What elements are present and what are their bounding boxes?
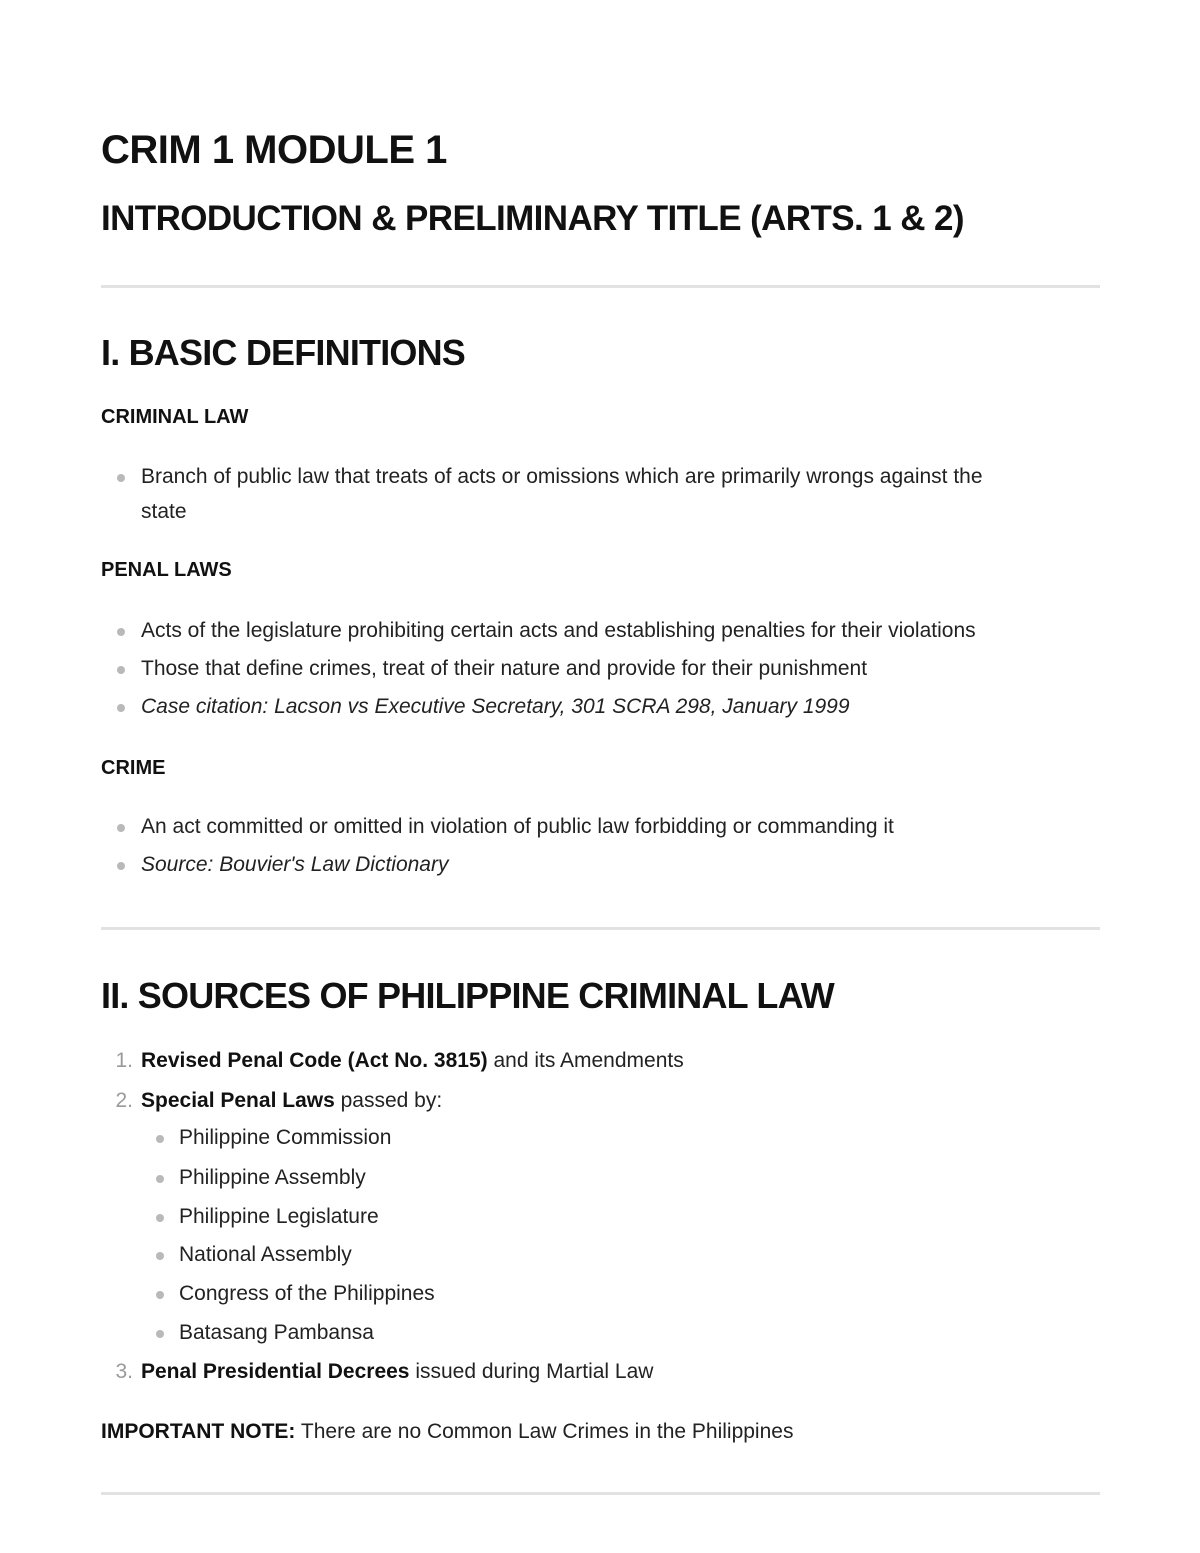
bullet-icon xyxy=(117,666,125,674)
penal-laws-case-citation: Case citation: Lacson vs Executive Secretary, 301 SCRA 298, January 1999 xyxy=(141,695,850,718)
divider-3 xyxy=(101,1492,1100,1495)
term-penal-laws: PENAL LAWS xyxy=(101,559,232,581)
bullet-icon xyxy=(117,628,125,636)
source-item-special-penal-laws xyxy=(141,1087,442,1115)
list-number: 2. xyxy=(115,1089,133,1112)
important-note-text: There are no Common Law Crimes in the Philippines xyxy=(295,1420,794,1443)
section-heading-basic-definitions: I. BASIC DEFINITIONS xyxy=(101,332,466,373)
section-heading-sources: II. SOURCES OF PHILIPPINE CRIMINAL LAW xyxy=(101,975,834,1016)
source-item-revised-penal-code xyxy=(141,1047,684,1075)
source-item-text: passed by: xyxy=(334,1089,443,1112)
bullet-icon xyxy=(117,704,125,712)
divider-1 xyxy=(101,285,1100,288)
bullet-icon xyxy=(117,474,125,482)
document-subtitle: INTRODUCTION & PRELIMINARY TITLE (ARTS. 1 & 2) xyxy=(101,199,964,238)
sub-item-legislative-body: National Assembly xyxy=(179,1243,352,1266)
bullet-icon xyxy=(156,1135,164,1143)
source-item-label: Special Penal Laws xyxy=(141,1089,335,1112)
bullet-icon xyxy=(156,1330,164,1338)
important-note-label: IMPORTANT NOTE: xyxy=(101,1420,296,1443)
criminal-law-definition-line-2: state xyxy=(141,500,187,523)
penal-laws-bullet: Acts of the legislature prohibiting certain acts and establishing penalties for their violations xyxy=(141,619,976,642)
sub-item-legislative-body: Congress of the Philippines xyxy=(179,1282,435,1305)
bullet-icon xyxy=(156,1291,164,1299)
document-title: CRIM 1 MODULE 1 xyxy=(101,128,447,172)
sub-item-legislative-body: Philippine Commission xyxy=(179,1126,392,1149)
list-number: 1. xyxy=(115,1049,133,1072)
bullet-icon xyxy=(117,862,125,870)
crime-definition: An act committed or omitted in violation of public law forbidding or commanding it xyxy=(141,815,894,838)
term-criminal-law: CRIMINAL LAW xyxy=(101,406,249,428)
bullet-icon xyxy=(156,1214,164,1222)
criminal-law-definition-line-1: Branch of public law that treats of acts or omissions which are primarily wrongs against the xyxy=(141,465,983,488)
divider-2 xyxy=(101,927,1100,930)
important-note xyxy=(101,1418,793,1446)
term-crime: CRIME xyxy=(101,757,166,779)
sub-item-legislative-body: Philippine Assembly xyxy=(179,1166,366,1189)
crime-source: Source: Bouvier's Law Dictionary xyxy=(141,853,449,876)
source-item-text: and its Amendments xyxy=(487,1049,684,1072)
bullet-icon xyxy=(156,1252,164,1260)
source-item-presidential-decrees xyxy=(141,1358,653,1386)
bullet-icon xyxy=(156,1175,164,1183)
penal-laws-bullet: Those that define crimes, treat of their nature and provide for their punishment xyxy=(141,657,868,680)
bullet-icon xyxy=(117,824,125,832)
source-item-label: Revised Penal Code (Act No. 3815) xyxy=(141,1049,488,1072)
source-item-label: Penal Presidential Decrees xyxy=(141,1360,410,1383)
source-item-text: issued during Martial Law xyxy=(409,1360,654,1383)
sub-item-legislative-body: Philippine Legislature xyxy=(179,1205,379,1228)
list-number: 3. xyxy=(115,1360,133,1383)
sub-item-legislative-body: Batasang Pambansa xyxy=(179,1321,374,1344)
